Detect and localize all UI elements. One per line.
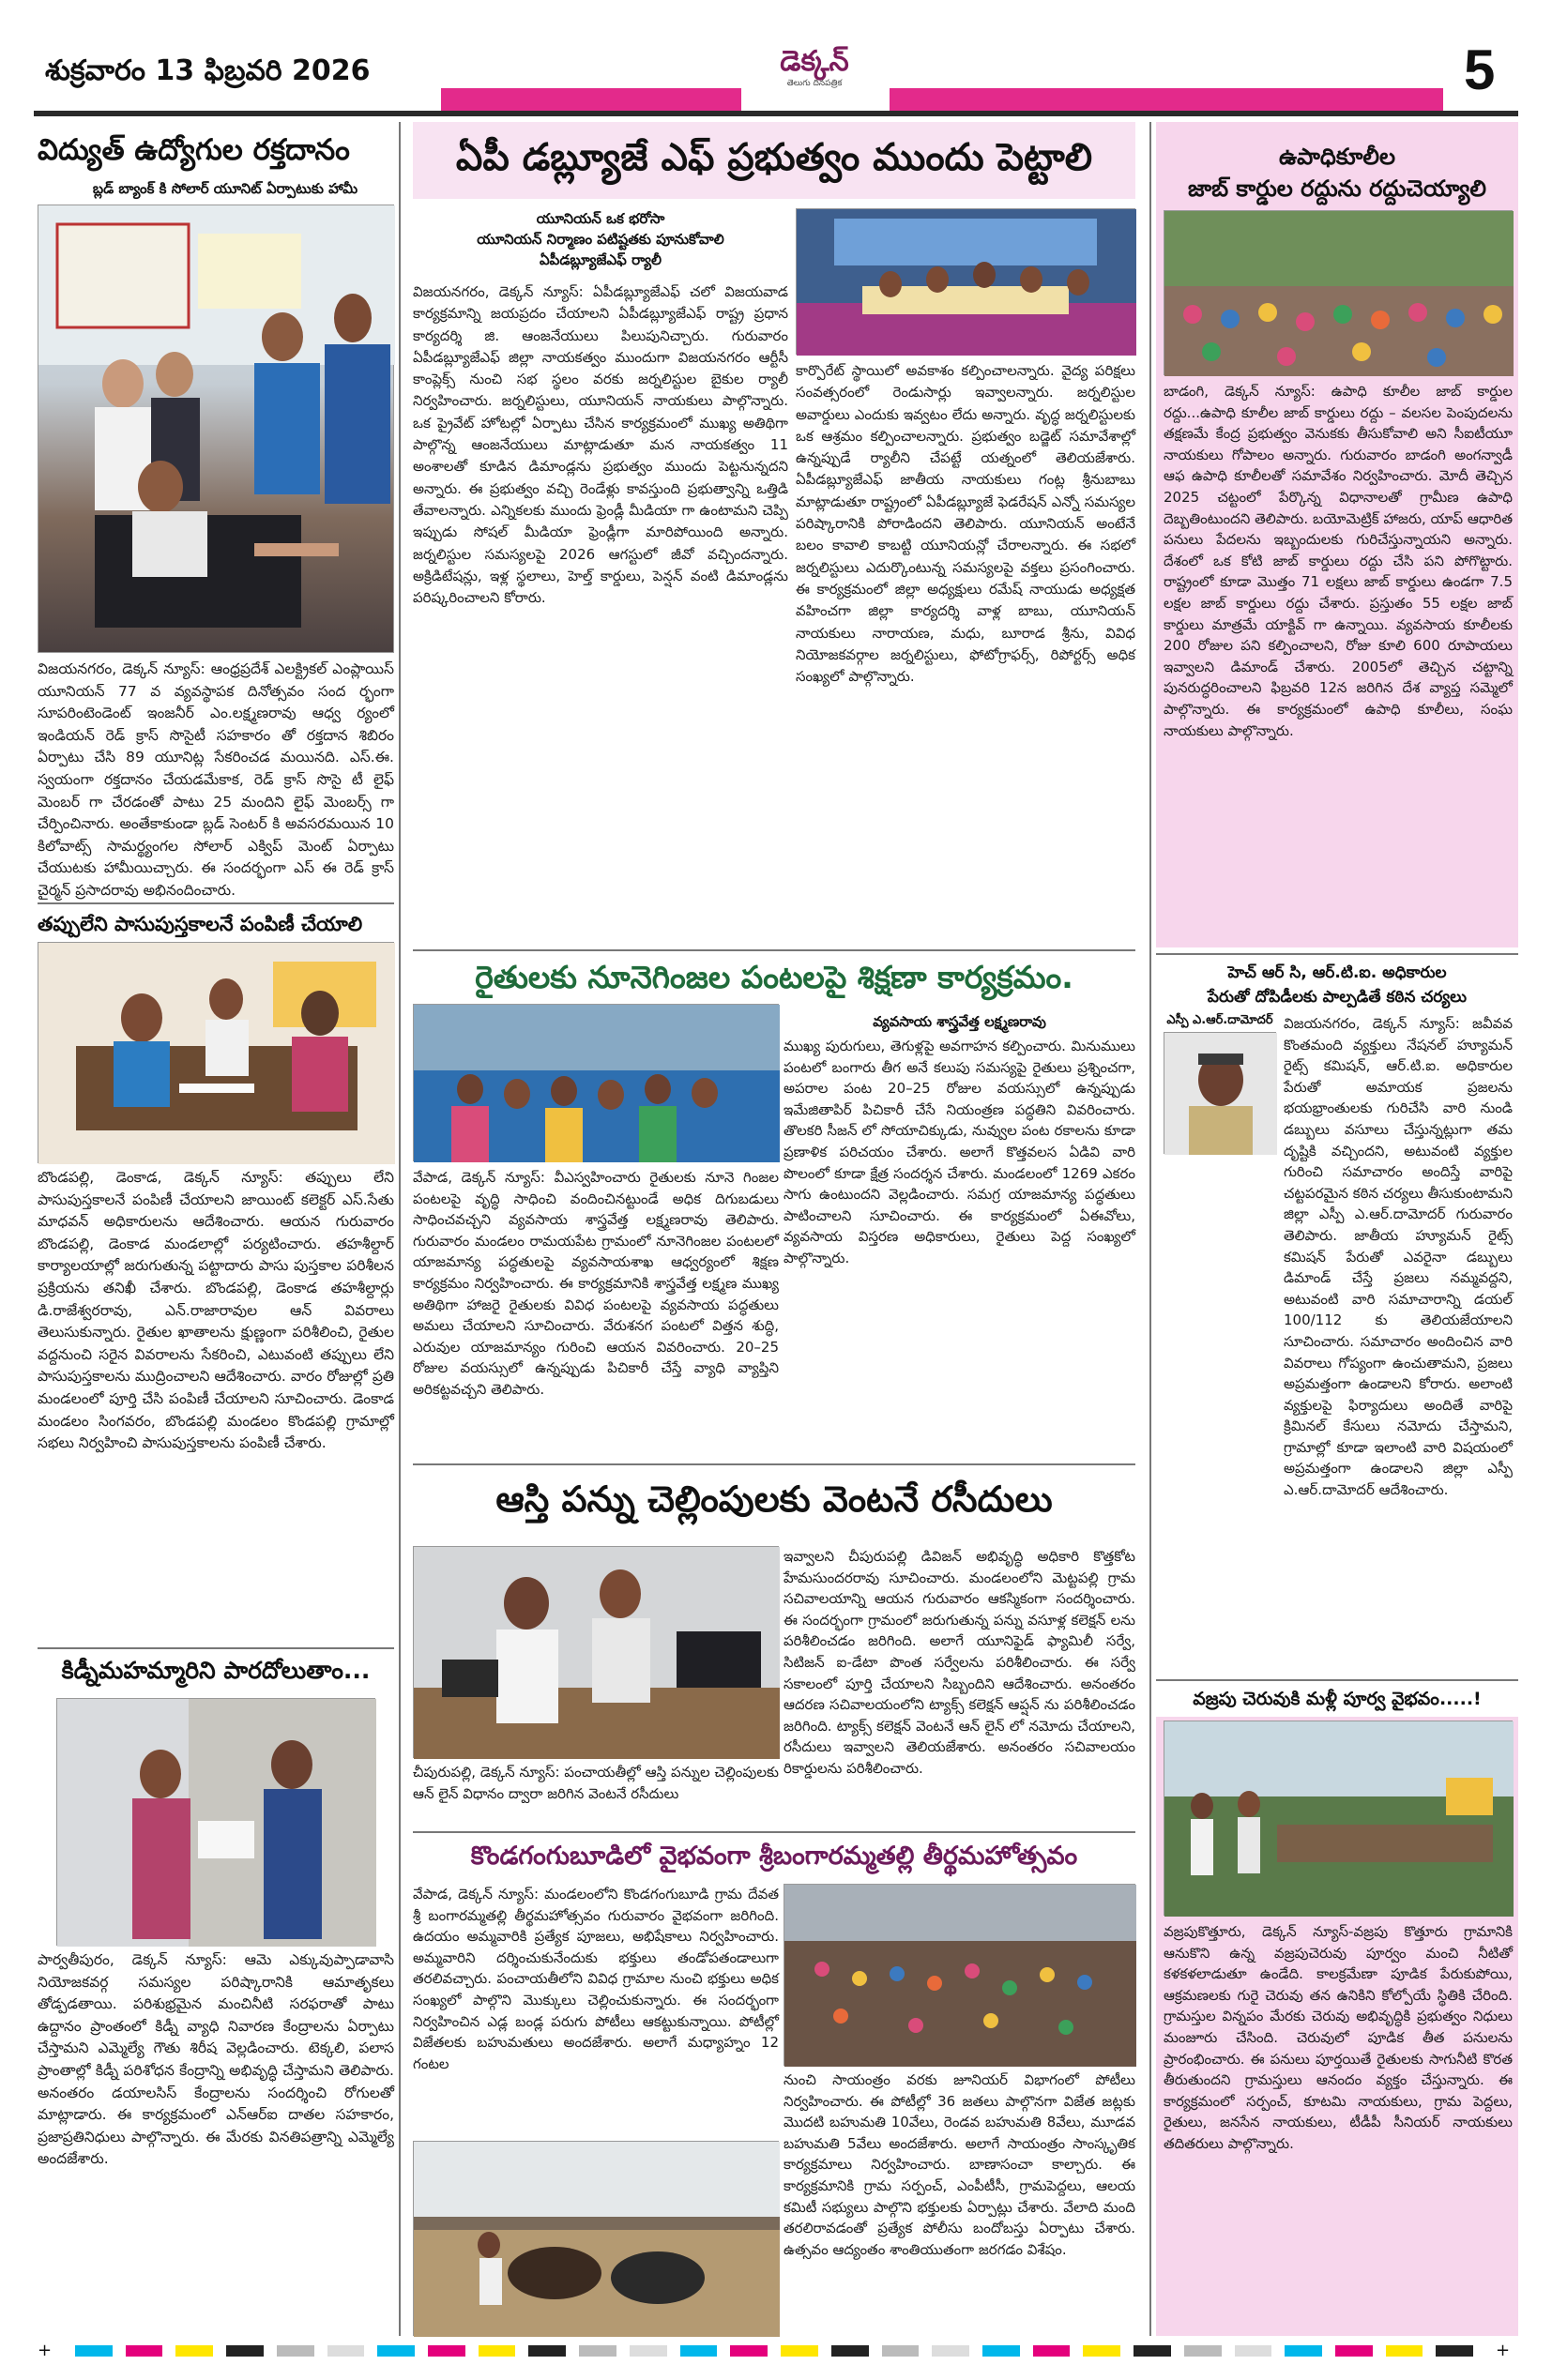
blood-donation-body: విజయనగరం, డెక్కన్ న్యూస్: ఆంధ్రప్రదేశ్ ఎలక్ట్రికల్ ఎంప్లాయిస్ యూనియన్ 77 వ వ్యవస్థాపక దినోత్సవం సంద ర్భంగా సూపరింటెండెంట్ ఇంజనీర్ ఎం.లక్ష్మణరావు ఆధ్వ ర్యంలో ఇండియన్ రెడ్ క్రాస్ సొసైటీ సహకారం తో రక్తదాన శిబిరం ఏర్పాటు చేసి 89 యూనిట్ల సేకరించడ మయినది. ఎస్.ఈ. స్వయంగా రక్తదానం చేయడమేకాక, రెడ్ క్రాస్ సొసై టీ లైఫ్ మెంబర్ గా చేరడంతో పాటు 25 మందిని లైఫ్ మెంబర్స్ గా చేర్పించినారు. అంతేకాకుండా బ్లడ్ సెంటర్ కి అవసరమయిన 10 కిలోవాట్స్ సామర్థ్యంగల సోలార్ ఎక్విప్ మెంట్ ఏర్పాటు చేయుటకు హామీయిచ్చారు. ఈ సందర్భంగా ఎస్ ఈ రెడ్ క్రాస్ చైర్మన్ ప్రసాదరావు అభినందించారు. bbox=[38, 660, 394, 899]
divider bbox=[413, 949, 1135, 951]
swatch-magenta bbox=[428, 2345, 465, 2357]
swatch-black bbox=[1134, 2345, 1171, 2357]
swatch-light-grey bbox=[630, 2345, 667, 2357]
kidney-photo bbox=[56, 1698, 375, 1946]
swatch-magenta bbox=[126, 2345, 163, 2357]
newspaper-logo bbox=[758, 45, 871, 103]
lead-kicker-3: ఏపీడబ్ల్యూజేఎఫ్ ర్యాలీ bbox=[539, 251, 662, 268]
masthead-band-left bbox=[441, 88, 741, 111]
crop-mark-right: + bbox=[1496, 2341, 1511, 2360]
blood-donation-headline: విద్యుత్ ఉద్యోగుల రక్తదానం bbox=[38, 133, 350, 167]
hrc-headline-line2: పేరుతో దోపిడీలకు పాల్పడితే కఠిన చర్యలు bbox=[1207, 988, 1468, 1007]
hrc-body-continued bbox=[1164, 1160, 1513, 1674]
swatch-yellow bbox=[1386, 2345, 1423, 2357]
passbooks-photo-art bbox=[38, 943, 395, 1164]
swatch-black bbox=[528, 2345, 566, 2357]
job-cards-photo-art bbox=[1164, 211, 1514, 376]
job-cards-headline-line1: ఉపాధికూలీల bbox=[1278, 144, 1395, 170]
passbooks-body: బొండపల్లి, డెంకాడ, డెక్కన్ న్యూస్: తప్పులు లేని పాసుపుస్తకాలనే పంపిణీ చేయాలని జాయింట్ కలెక్టర్ ఎస్.సేతు మాధవన్ అధికారులను ఆదేశించారు. ఆయన గురువారం బొండపల్లి, డెంకాడ మండలాల్లో పర్యటించారు. తహశీల్దార్ కార్యాలయాల్లో జరుగుతున్న పట్టాదారు పాసు పుస్తకాల పరిశీలన ప్రక్రియను తనిఖీ చేశారు. బొండపల్లి, డెంకాడ తహశీల్దార్లు డి.రాజేశ్వరరావు, ఎన్.రాజారావుల ఆన్ వివరాలు తెలుసుకున్నారు. రైతుల ఖాతాలను క్షుణ్ణంగా పరిశీలించి, రైతుల వద్దనుంచి సరైన వివరాలను సేకరించి, ఎటువంటి తప్పులు లేని పాసుపుస్తకాలను ముద్రించాలని ఆదేశించారు. వారం రోజుల్లో ప్రతి మండలంలో పూర్తి చేసి పంపిణీ చేయాలని సూచించారు. డెంకాడ మండలం సింగవరం, బొండపల్లి మండలం కొండపల్లి గ్రామాల్లో సభలు నిర్వహించి పాసుపుస్తకాలను పంపిణీ చేశారు. bbox=[38, 1169, 394, 1452]
divider bbox=[38, 902, 394, 904]
divider bbox=[413, 1463, 1135, 1465]
lead-body-left: విజయనగరం, డెక్కన్ న్యూస్: ఏపీడబ్ల్యూజేఎఫ్ చలో విజయవాడ కార్యక్రమాన్ని జయప్రదం చేయాలని ఏపీడబ్ల్యూజేఎఫ్ రాష్ట్ర ప్రధాన కార్యదర్శి జి. ఆంజనేయులు పిలుపునిచ్చారు. గురువారం ఏపీడబ్ల్యూజేఎఫ్ జిల్లా నాయకత్వం ముందుగా విజయనగరం ఆర్టీసీ కాంప్లెక్స్ నుంచి సభ స్థలం వరకు జర్నలిస్టుల బైకుల ర్యాలీ నిర్వహించారు. జర్నలిస్టులు, యూనియన్ నాయకులు పాల్గొన్నారు. ఒక ప్రైవేట్ హోటల్లో ఏర్పాటు చేసిన కార్యక్రమంలో ముఖ్య అతిథిగా పాల్గొన్న ఆంజనేయులు మాట్లాడుతూ మన నాయకత్వం 11 అంశాలతో కూడిన డిమాండ్లను ప్రభుత్వం ముందు పెట్టనున్నదని అన్నారు. ఈ ప్రభుత్వం వచ్చి రెండేళ్లు కావస్తుంది ప్రభుత్వాన్ని ఒత్తిడి తేవాలన్నారు. ఎన్నికలకు ముందు ఫ్రెండ్లీ మీడియా గా ఉంటామని చెప్పి ఇప్పుడు సోషల్ మీడియా ఫ్రెండ్లీగా మారిపోయింది అన్నారు. జర్నలిస్టుల సమస్యలపై 2026 ఆగస్టులో జీవో వచ్చిందన్నారు. అక్రిడిటేషన్లు, ఇళ్ల స్థలాలు, హెల్త్ కార్డులు, పెన్షన్ వంటి డిమాండ్లను పరిష్కరించాలని కోరారు. bbox=[413, 283, 788, 607]
page-number: 5 bbox=[1464, 38, 1496, 101]
tax-caption: చీపురుపల్లి, డెక్కన్ న్యూస్: పంచాయతీల్లో ఆస్తి పన్నుల చెల్లింపులకు ఆన్ లైన్ విధానం ద్వారా జరిగిన వెంటనే రసీదులు bbox=[413, 1764, 779, 1802]
farm-body-right: ముఖ్య పురుగులు, తెగుళ్లపై అవగాహన కల్పించారు. మినుములు పంటలో బంగారు తీగ అనే కలుపు సమస్యపై రైతులు ప్రశ్నించగా, అపరాల పంట 20–25 రోజుల వయస్సులో ఉన్నప్పుడు ఇమేజితాపిర్ పిచికారీ చేసే నియంత్రణ పద్ధతిని వివరించారు. తొలకరి సీజన్ లో సోయాచిక్కుడు, నువ్వుల పంట రకాలను కూడా ప్రణాళిక పరిచయం చేశారు. అలాగే కొత్తవలస ఏడివి వారి పొలంలో కూడా క్షేత్ర సందర్శన చేశారు. మండలంలో 1269 ఎకరం సాగు ఉంటుందని వెల్లడించారు. సమగ్ర యాజమాన్య పద్ధతులు పాటించాలని సూచించారు. ఈ కార్యక్రమంలో ఏఈవోలు, వ్యవసాయ విస్తరణ అధికారులు, రైతులు పెద్ద సంఖ్యలో పాల్గొన్నారు. bbox=[784, 1038, 1135, 1266]
swatch-yellow bbox=[479, 2345, 516, 2357]
swatch-black bbox=[226, 2345, 264, 2357]
divider bbox=[1156, 1679, 1518, 1681]
swatch-black bbox=[1436, 2345, 1473, 2357]
lake-headline: వజ్రపు చెరువుకి మళ్లీ పూర్వ వైభవం.....! bbox=[1193, 1689, 1482, 1709]
lead-kicker-2: యూనియన్ నిర్మాణం పటిష్టతకు పూనుకోవాలి bbox=[477, 231, 724, 248]
divider bbox=[413, 1831, 1135, 1833]
passbooks-headline: తప్పులేని పాసుపుస్తకాలనే పంపిణీ చేయాలి bbox=[38, 913, 363, 935]
festival-race-photo bbox=[413, 2141, 779, 2336]
issue-date: శుక్రవారం 13 ఫిబ్రవరి 2026 bbox=[45, 54, 371, 87]
tax-body: ఇవ్వాలని చీపురుపల్లి డివిజన్ అభివృద్ధి అధికారి కొత్తకోట హేమసుందరరావు సూచించారు. మండలంలోని మెట్టపల్లి గ్రామ సచివాలయాన్ని ఆయన గురువారం ఆకస్మికంగా సందర్శించారు. ఈ సందర్భంగా గ్రామంలో జరుగుతున్న పన్ను వసూళ్ల కలెక్షన్ లను పరిశీలించడం జరిగింది. అలాగే యూనిఫైడ్ ఫ్యామిలీ సర్వే, సిటిజన్ ఐ-డేటా పొంత సర్వేలను పరిశీలించారు. ఈ సర్వే సకాలంలో పూర్తి చేయాలని సిబ్బందిని ఆదేశించారు. అనంతరం ఆదరణ సచివాలయంలోని ట్యాక్స్ కలెక్షన్ ఆప్షన్ ను పరిశీలించడం జరిగింది. ట్యాక్స్ కలెక్షన్ వెంటనే ఆన్ లైన్ లో నమోదు చేయాలని, రసీదులు ఇవ్వాలని తెలియజేశారు. అనంతరం సచివాలయం రికార్డులను పరిశీలించారు. bbox=[784, 1548, 1135, 1777]
logo-name: డెక్కన్ bbox=[780, 45, 849, 78]
farm-photo-art bbox=[414, 1005, 780, 1162]
swatch-grey bbox=[277, 2345, 314, 2357]
lake-photo bbox=[1164, 1721, 1513, 1916]
sp-photo-caption: ఎస్పీ ఎ.ఆర్.దామోదర్ bbox=[1166, 1013, 1273, 1027]
divider bbox=[1156, 953, 1518, 955]
swatch-magenta bbox=[730, 2345, 768, 2357]
swatch-cyan bbox=[680, 2345, 718, 2357]
hrc-headline bbox=[1156, 961, 1518, 1009]
lead-kicker-1: యూనియన్ ఒక భరోసా bbox=[536, 210, 665, 227]
swatch-grey bbox=[1184, 2345, 1222, 2357]
farm-body-bottom: వేపాడ, డెక్కన్ న్యూస్: వీఎస్వహించారు రైతులకు నూనె గింజల పంటలపై వృద్ధి సాధించి వందించినట్టుండే అధిక దిగుబడులు సాధించవచ్చని వ్యవసాయ శాస్త్రవేత్త లక్ష్మణరావు తెలిపారు. గురువారం మండలం రామయపేట గ్రామంలో నూనెగింజల పంటలలో యాజమాన్య పద్ధతులపై వ్యవసాయశాఖ ఆధ్వర్యంలో శిక్షణ కార్యక్రమం నిర్వహించారు. ఈ కార్యక్రమానికి శాస్త్రవేత్త లక్ష్మణ ముఖ్య అతిథిగా హాజరై రైతులకు వివిధ పంటలపై వ్యవసాయ పద్ధతులు అమలు చేయాలని సూచించారు. వేరుశనగ పంటలో విత్తన శుద్ధి, ఎరువుల యాజమాన్యం గురించి ఆయన వివరించారు. 20–25 రోజుల వయస్సులో ఉన్నప్పుడు పిచికారీ చేస్తే వ్యాధి వ్యాప్తిని అరికట్టవచ్చని తెలిపారు. bbox=[413, 1169, 779, 1398]
passbooks-photo bbox=[38, 942, 394, 1163]
masthead-band-right bbox=[890, 88, 1443, 111]
swatch-light-grey bbox=[932, 2345, 969, 2357]
masthead-rule bbox=[34, 111, 1518, 116]
lake-body: వజ్రపుకొత్తూరు, డెక్కన్ న్యూస్-వజ్రపు కొత్తూరు గ్రామానికి ఆనుకొని ఉన్న వజ్రపుచెరువు పూర్వం మంచి నీటితో కళకళలాడుతూ ఉండేది. కాలక్రమేణా పూడిక పేరుకుపోయి, ఆక్రమణలకు గురై చెరువు తన ఉనికిని కోల్పోయే స్థితికి చేరింది. గ్రామస్తుల విన్నపం మేరకు చెరువు అభివృద్ధికి ప్రభుత్వం నిధులు మంజూరు చేసింది. చెరువులో పూడిక తీత పనులను ప్రారంభించారు. ఈ పనులు పూర్తయితే రైతులకు సాగునీటి కొరత తీరుతుందని గ్రామస్తులు ఆనందం వ్యక్తం చేస్తున్నారు. ఈ కార్యక్రమంలో సర్పంచ్, కూటమి నాయకులు, గ్రామ పెద్దలు, రైతులు, జనసేన నాయకులు, టీడీపీ సీనియర్ నాయకులు తదితరులు పాల్గొన్నారు. bbox=[1164, 1923, 1513, 2152]
swatch-yellow bbox=[781, 2345, 818, 2357]
kidney-headline: కిడ్నీమహమ్మారిని పారదోలుతాం... bbox=[61, 1657, 371, 1684]
print-colour-bar bbox=[75, 2345, 1473, 2357]
festival-crowd-photo-art bbox=[784, 1885, 1136, 2067]
farm-photo bbox=[413, 1004, 779, 1161]
festival-crowd-photo bbox=[784, 1884, 1135, 2066]
swatch-yellow bbox=[175, 2345, 213, 2357]
farm-headline: రైతులకు నూనెగింజల పంటలపై శిక్షణా కార్యక్రమం. bbox=[475, 959, 1073, 995]
job-cards-photo bbox=[1164, 210, 1513, 375]
swatch-light-grey bbox=[1235, 2345, 1272, 2357]
swatch-cyan bbox=[377, 2345, 415, 2357]
blood-donation-photo bbox=[38, 205, 394, 653]
festival-body-right: నుంచి సాయంత్రం వరకు జూనియర్ విభాగంలో పోటీలు నిర్వహించారు. ఈ పోటీల్లో 36 జతలు పాల్గొనగా విజేత జట్లకు మొదటి బహుమతి 10వేలు, రెండవ బహుమతి 8వేలు, మూడవ బహుమతి 5వేలు అందజేశారు. అలాగే సాయంత్రం సాంస్కృతిక కార్యక్రమాలు నిర్వహించారు. బాణాసంచా కాల్చారు. ఈ కార్యక్రమానికి గ్రామ సర్పంచ్, ఎంపీటీసీ, గ్రామపెద్దలు, ఆలయ కమిటీ సభ్యులు పాల్గొని భక్తులకు ఏర్పాట్లు చేశారు. వేలాది మంది తరలిరావడంతో ప్రత్యేక పోలీసు బందోబస్తు ఏర్పాటు చేశారు. ఉత్సవం ఆద్యంతం శాంతియుతంగా జరగడం విశేషం. bbox=[784, 2071, 1135, 2258]
lead-headline: ఏపీ డబ్ల్యూజే ఎఫ్ ప్రభుత్వం ముందు పెట్టాలి bbox=[455, 136, 1093, 179]
swatch-light-grey bbox=[327, 2345, 365, 2357]
column-rule-left bbox=[399, 122, 401, 2336]
swatch-grey bbox=[882, 2345, 920, 2357]
lead-photo bbox=[796, 208, 1135, 355]
swatch-cyan bbox=[1285, 2345, 1322, 2357]
farm-byline: వ్యవసాయ శాస్త్రవేత్త లక్ష్మణరావు bbox=[873, 1013, 1046, 1030]
job-cards-headline bbox=[1156, 141, 1518, 205]
swatch-cyan bbox=[75, 2345, 113, 2357]
crop-mark-left: + bbox=[38, 2341, 53, 2360]
tax-photo-art bbox=[414, 1547, 780, 1759]
lead-photo-art bbox=[797, 209, 1136, 356]
blood-donation-photo-art bbox=[38, 205, 395, 654]
festival-race-photo-art bbox=[414, 2142, 780, 2337]
divider bbox=[38, 1647, 394, 1649]
festival-body-left: వేపాడ, డెక్కన్ న్యూస్: మండలంలోని కొండగంగుబూడి గ్రామ దేవత శ్రీ బంగారమ్మతల్లి తీర్థమహోత్సవం గురువారం వైభవంగా జరిగింది. ఉదయం అమ్మవారికి ప్రత్యేక పూజలు, అభిషేకాలు నిర్వహించారు. అమ్మవారిని దర్శించుకునేందుకు భక్తులు తండోపతండాలుగా తరలివచ్చారు. పంచాయతీలోని వివిధ గ్రామాల నుంచి భక్తులు అధిక సంఖ్యలో పాల్గొని మొక్కులు చెల్లించుకున్నారు. ఈ సందర్భంగా నిర్వహించిన ఎడ్ల బండ్ల పరుగు పోటీలు ఆకట్టుకున్నాయి. పోటీల్లో విజేతలకు బహుమతులు అందజేశారు. అలాగే మధ్యాహ్నం 12 గంటల bbox=[413, 1886, 779, 2072]
sp-portrait-art bbox=[1164, 1033, 1277, 1155]
swatch-yellow bbox=[1083, 2345, 1120, 2357]
kidney-photo-art bbox=[57, 1699, 376, 1947]
lead-kickers bbox=[413, 208, 788, 270]
lake-photo-art bbox=[1164, 1721, 1514, 1917]
swatch-magenta bbox=[1033, 2345, 1071, 2357]
swatch-magenta bbox=[1335, 2345, 1373, 2357]
hrc-body-top: విజయనగరం, డెక్కన్ న్యూస్: జవీవవ కొంతమంది వ్యక్తులు నేషనల్ హ్యూమన్ రైట్స్ కమిషన్, ఆర్.టి.ఐ. అధికారుల పేరుతో అమాయక ప్రజలను భయభ్రాంతులకు గురిచేసి వారి నుండి డబ్బులు వసూలు చేస్తున్నట్లుగా తమ దృష్టికి వచ్చిందని, అటువంటి వ్యక్తుల గురించి సమాచారం అందిస్తే వారిపై చట్టపరమైన కఠిన చర్యలు తీసుకుంటామని జిల్లా ఎస్పీ ఎ.ఆర్.దామోదర్ గురువారం తెలిపారు. జాతీయ హ్యూమన్ రైట్స్ కమిషన్ పేరుతో ఎవరైనా డబ్బులు డిమాండ్ చేస్తే ప్రజలు నమ్మవద్దని, అటువంటి వారి సమాచారాన్ని డయల్ 100/112 కు తెలియజేయాలని సూచించారు. సమాచారం అందించిన వారి వివరాలు గోప్యంగా ఉంచుతామని, ప్రజలు అప్రమత్తంగా ఉండాలని కోరారు. అలాంటి వ్యక్తులపై ఫిర్యాదులు అందితే వారిపై క్రిమినల్ కేసులు నమోదు చేస్తామని, గ్రామాల్లో కూడా ఇలాంటి వారి విషయంలో అప్రమత్తంగా ఉండాలని జిల్లా ఎస్పీ ఎ.ఆర్.దామోదర్ ఆదేశించారు. bbox=[1284, 1015, 1513, 1499]
tax-headline: ఆస్తి పన్ను చెల్లింపులకు వెంటనే రసీదులు bbox=[495, 1478, 1053, 1520]
festival-headline: కొండగంగుబూడిలో వైభవంగా శ్రీబంగారమ్మతల్లి తీర్థమహోత్సవం bbox=[470, 1842, 1078, 1871]
kidney-body: పార్వతీపురం, డెక్కన్ న్యూస్: ఆమె ఎక్కువుప్పాడావాసి నియోజకవర్గ సమస్యల పరిష్కారానికి ఆమాతృకలు తోడ్పడతాయి. పరిశుభ్రమైన మంచినీటి సరఫరాతో పాటు ఉద్దానం ప్రాంతంలో కిడ్నీ వ్యాధి నివారణ కేంద్రాలను ఏర్పాటు చేస్తామని ఎమ్మెల్యే గౌతు శిరీష వెల్లడించారు. టెక్కలి, పలాస ప్రాంతాల్లో కిడ్నీ పరిశోధన కేంద్రాన్ని అభివృద్ధి చేస్తామని తెలిపారు. అనంతరం డయాలసిస్ కేంద్రాలను సందర్శించి రోగులతో మాట్లాడారు. ఈ కార్యక్రమంలో ఎన్ఆర్ఐ దాతల సహకారం, ప్రజాప్రతినిధులు పాల్గొన్నారు. ఈ మేరకు వినతిపత్రాన్ని ఎమ్మెల్యే అందజేశారు. bbox=[38, 1951, 394, 2168]
swatch-cyan bbox=[982, 2345, 1020, 2357]
swatch-grey bbox=[579, 2345, 616, 2357]
sp-portrait-photo bbox=[1164, 1032, 1276, 1154]
lead-body-right: కార్పొరేట్ స్థాయిలో అవకాశం కల్పించాలన్నారు. వైద్య పరిక్షలు సంవత్సరంలో రెండుసార్లు ఇవ్వాలన్నారు. జర్నలిస్టుల అవార్డులు ఎందుకు ఇవ్వటం లేదు అన్నారు. వృద్ధ జర్నలిస్టులకు ఒక ఆశ్రమం కల్పించాలన్నారు. ప్రభుత్వం బడ్జెట్ సమావేశాల్లో ఉన్నప్పుడే ర్యాలీని చేపట్టే యత్నంలో తెలియజేశారు. ఏపీడబ్ల్యూజేఎఫ్ జాతీయ నాయకులు గంట్ల శ్రీనుబాబు మాట్లాడుతూ రాష్ట్రంలో ఏపీడబ్ల్యూజే ఫెడరేషన్ ఎన్నో సమస్యల పరిష్కారానికి పోరాడిందని తెలిపారు. యూనియన్ అంటేనే బలం కావాలి కాబట్టి యూనియన్లో చేరాలన్నారు. ఈ సభలో జర్నలిస్టులు ఎదుర్కొంటున్న సమస్యలపై వక్తలు ప్రసంగించారు. ఈ కార్యక్రమంలో జిల్లా అధ్యక్షులు రమేష్ నాయుడు అధ్యక్షత వహించగా జిల్లా కార్యదర్శి వాళ్ల బాబు, యూనియన్ నాయకులు నారాయణ, మధు, బూరాడ శ్రీను, వివిధ నియోజకవర్గాల జర్నలిస్టులు, ఫోటోగ్రాఫర్స్, రిపోర్టర్స్ అధిక సంఖ్యలో పాల్గొన్నారు. bbox=[796, 362, 1135, 686]
logo-tagline: తెలుగు దినపత్రిక bbox=[786, 79, 843, 88]
tax-photo bbox=[413, 1546, 779, 1758]
blood-donation-subhead: బ్లడ్ బ్యాంక్ కి సోలార్ యూనిట్ ఏర్పాటుకు హామీ bbox=[92, 180, 358, 197]
job-cards-body: బాడంగి, డెక్కన్ న్యూస్: ఉపాధి కూలీల జాబ్ కార్డుల రద్దు...ఉపాధి కూలీల జాబ్ కార్డులు రద్దు – వలసల పెంపుదలను తక్షణమే కేంద్ర ప్రభుత్వం వెనుకకు తీసుకోవాలి అని సీఐటీయూ నాయకులు గోపాలం అన్నారు. గురువారం బాడంగి అంగన్వాడీ ఆఫ ఉపాధి కూలీలతో సమావేశం నిర్వహించారు. మోదీ తెచ్చిన 2025 చట్టంలో పేర్కొన్న విధానాలతో గ్రామీణ ఉపాధి దెబ్బతింటుందని తెలిపారు. బయోమెట్రిక్ హాజరు, యాప్ ఆధారిత పనులు పేదలను ఇబ్బందులకు గురిచేస్తున్నాయని అన్నారు. దేశంలో ఒక కోటి జాబ్ కార్డులు రద్దు చేసి పని పోగొట్టారు. రాష్ట్రంలో కూడా మొత్తం 71 లక్షలు జాబ్ కార్డులు ఉండగా 7.5 లక్షల జాబ్ కార్డులు రద్దు చేశారు. ప్రస్తుతం 55 లక్షల జాబ్ కార్డులు మాత్రమే యాక్టివ్ గా ఉన్నాయి. వ్యవసాయ కూలీలకు 200 రోజుల పని కల్పించాలని, రోజు కూలి 600 రూపాయలు ఇవ్వాలని డిమాండ్ చేశారు. 2005లో తెచ్చిన చట్టాన్ని పునరుద్ధరించాలని ఫిబ్రవరి 12న జరిగిన దేశ వ్యాప్త సమ్మెలో పాల్గొన్నారు. ఈ కార్యక్రమంలో ఉపాధి కూలీలు, సంఘ నాయకులు పాల్గొన్నారు. bbox=[1164, 383, 1513, 739]
column-rule-right bbox=[1149, 122, 1151, 2336]
job-cards-headline-line2: జాబ్ కార్డుల రద్దును రద్దుచెయ్యాలి bbox=[1187, 175, 1487, 202]
hrc-headline-line1: హెచ్ ఆర్ సి, ఆర్.టి.ఐ. అధికారుల bbox=[1227, 963, 1447, 982]
swatch-black bbox=[831, 2345, 869, 2357]
